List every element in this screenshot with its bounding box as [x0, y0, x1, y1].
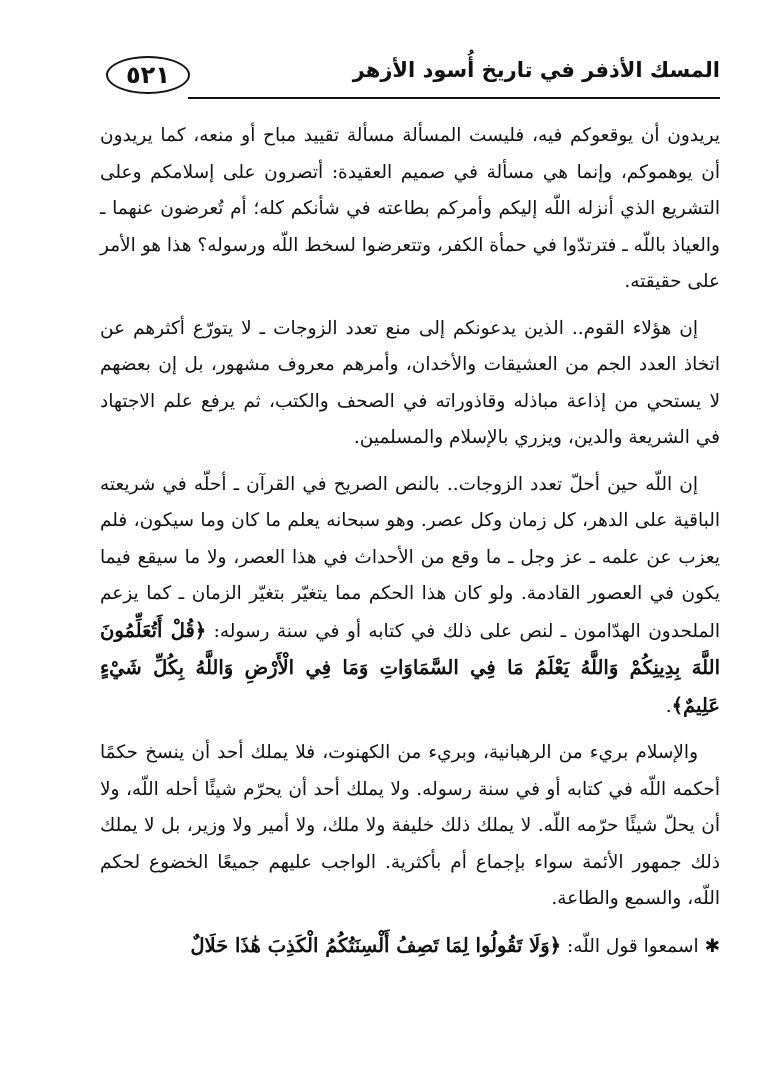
page-header: [100, 52, 720, 102]
paragraph-3-end: .: [665, 695, 672, 717]
body-text: [100, 118, 720, 965]
quran-verse-2: ﴿وَلَا تَقُولُوا لِمَا تَصِفُ أَلْسِنَتُكُمُ الْكَذِبَ هَٰذَا حَلَالٌ: [190, 933, 562, 957]
last-line: [100, 928, 720, 966]
paragraph-3: [100, 467, 720, 726]
header-rule: [188, 97, 720, 99]
star-icon: ✱: [704, 935, 720, 957]
page-number-text: ٥٢١: [126, 61, 170, 89]
paragraph-2: إن هؤلاء القوم.. الذين يدعونكم إلى منع تعدد الزوجات ـ لا يتورّع أكثرهم عن اتخاذ العدد الجم من العشيقات والأخدان، وأمرهم معروف مشهور، بل إن بعضهم لا يستحي من إذاعة مباذله وقاذوراته في الصحف والكتب، ثم يرفع علم الاجتهاد في الشريعة والدين، ويزري بالإسلام والمسلمين.: [100, 317, 720, 448]
paragraph-1: يريدون أن يوقعوكم فيه، فليست المسألة مسألة تقييد مباح أو منعه، كما يريدون أن يوهموكم، وإنما هي مسألة في صميم العقيدة: أتصرون على إسلامكم وعلى التشريع الذي أنزله اللّه إليكم وأمركم بطاعته في شأنكم كله؛ أم تُعرضون عنهما ـ والعياذ باللّه ـ فترتدّوا في حمأة الكفر، وتتعرضوا لسخط اللّه ورسوله؟ هذا هو الأمر على حقيقته.: [100, 125, 720, 292]
last-line-text: اسمعوا قول اللّه:: [566, 935, 699, 957]
paragraph-3-text: إن اللّه حين أحلّ تعدد الزوجات.. بالنص الصريح في القرآن ـ أحلّه في شريعته الباقية على الدهر، كل زمان وكل عصر. وهو سبحانه يعلم ما كان وما سيكون، فلم يعزب عن علمه ـ عز وجل ـ ما وقع من الأحداث في هذا العصر، ولا ما سيقع فيما يكون في العصور القادمة. ولو كان هذا الحكم مما يتغيّر بتغيّر الزمان ـ كما يزعم الملحدون الهدّامون ـ لنص على ذلك في كتابه أو في سنة رسوله:: [100, 473, 720, 642]
quran-verse-1: ﴿قُلْ أَتُعَلِّمُونَ اللَّهَ بِدِينِكُمْ وَاللَّهُ يَعْلَمُ مَا فِي السَّمَاوَاتِ وَمَا فِي الْأَرْضِ وَاللَّهُ بِكُلِّ شَيْءٍ عَلِيمٌ﴾: [100, 618, 720, 717]
page-number: [106, 56, 190, 94]
paragraph-4: والإسلام بريء من الرهبانية، وبريء من الكهنوت، فلا يملك أحد أن ينسخ حكمًا أحكمه اللّه في كتابه أو في سنة رسوله. ولا يملك أحد أن يحرّم شيئًا أحله اللّه، ولا أن يحلّ شيئًا حرّمه اللّه. لا يملك ذلك خليفة ولا ملك، ولا أمير ولا وزير، بل لا يملك ذلك جمهور الأئمة سواء بإجماع أم بأكثرية. الواجب عليهم جميعًا الخضوع لحكم اللّه، والسمع والطاعة.: [100, 742, 720, 909]
running-title: المسك الأذفر في تاريخ أُسود الأزهر: [352, 58, 720, 82]
